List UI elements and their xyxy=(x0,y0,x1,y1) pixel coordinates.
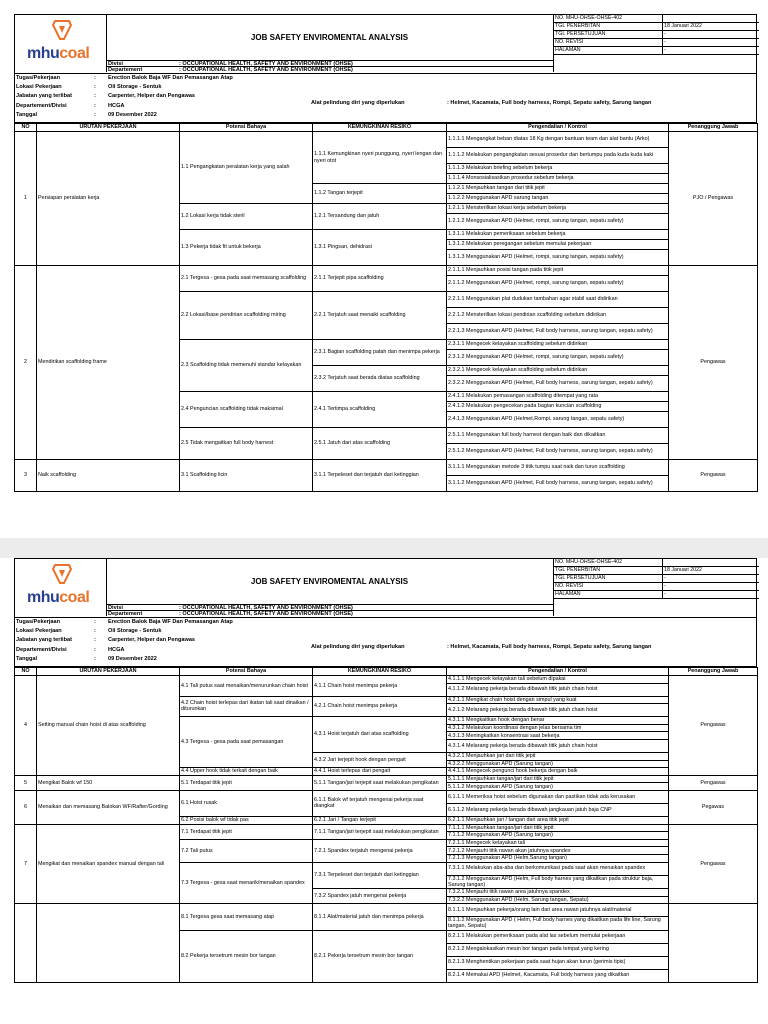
hazard-cell: 2.1 Tergesa - gesa pada saat memasang scaffolding xyxy=(180,266,313,292)
info-key: Jabatan yang terlibat xyxy=(16,93,72,100)
control-cell: 1.1.1.3 Melakukan briefing sebelum bekerja xyxy=(447,164,669,174)
hazard-cell: 4.2 Chain hoist terlepas dari ikatan tali saat dinaikan / diturunkan xyxy=(180,696,313,717)
meta-row xyxy=(554,591,759,599)
control-cell: 2.3.1.2 Menggunakan APD (Helmet, rompi, sarung tangan, sepatu safety) xyxy=(447,350,669,366)
meta-key: HALAMAN xyxy=(555,591,581,597)
risk-cell: 7.3.1 Terpeleset dan terjatuh dari ketinggian xyxy=(313,862,447,888)
table-row xyxy=(15,266,758,276)
job-info xyxy=(14,618,757,667)
column-header: KEMUNGKINAN RESIKO xyxy=(313,668,447,676)
control-cell: 2.1.1.2 Menggunakan APD (Helmet, rompi, sarung tangan, sepatu safety) xyxy=(447,276,669,292)
divisi-row: Divisi : OCCUPATIONAL HEALTH, SAFETY AND ENVIRONMENT (OHSE) xyxy=(106,604,553,612)
control-cell: 1.1.1.2 Melakukan pengangkatan sesuai prosedur dan bertumpu pada kuda kuda kaki xyxy=(447,148,669,164)
control-cell: 1.1.1.4 Monsosialisasikan prosedur sebelum bekerja xyxy=(447,174,669,184)
responsible-cell: Pengawas xyxy=(669,676,758,776)
document-header xyxy=(14,14,757,74)
control-cell: 4.1.1.2 Melarang pekerja berada dibawah titik jatuh chain hoist xyxy=(447,683,669,696)
control-cell: 7.3.1.2 Menggunakan APD (Helm, Full body harnes yang dikaitkan pada struktur baja, Sarung tangan) xyxy=(447,875,669,888)
step-number: 1 xyxy=(15,132,37,266)
divisi-row: Divisi : OCCUPATIONAL HEALTH, SAFETY AND ENVIRONMENT (OHSE) xyxy=(106,60,553,68)
table-row xyxy=(15,790,758,803)
control-cell: 4.4.1.1 Mengecek pengunci hook bekerja dengan baik xyxy=(447,768,669,776)
meta-value: - xyxy=(664,31,666,37)
info-colon: : xyxy=(94,628,96,635)
hazard-cell: 6.2 Posisi balok wf tidak pas xyxy=(180,816,313,824)
control-cell: 2.3.1.1 Mengecek kelayakan scaffolding sebelum didirikan xyxy=(447,340,669,350)
control-cell: 7.3.2.2 Menggunakan APD (Helm, Sarung tangan, Sepatu) xyxy=(447,896,669,904)
info-colon: : xyxy=(94,111,96,118)
table-row xyxy=(15,775,758,783)
step-number: 2 xyxy=(15,266,37,460)
hazard-cell: 7.3 Tergesa - gesa saat menarik/menaikan spandex xyxy=(180,862,313,904)
control-cell: 4.1.1.1 Mengecek kelayakan tali sebelum dipakai xyxy=(447,676,669,684)
table-header-row xyxy=(15,124,758,132)
meta-key: TGL PERSETUJUAN xyxy=(555,31,606,37)
control-cell: 2.2.1.1 Menggunakan plat dudukan tambahan agar stabil saat didirikan xyxy=(447,292,669,308)
info-colon: : xyxy=(94,646,96,653)
column-header: NO xyxy=(15,124,37,132)
meta-value: - xyxy=(664,591,666,597)
control-cell: 7.3.2.1 Menjauhi titik rawan area jatuhnya spandex xyxy=(447,888,669,896)
step-number: 4 xyxy=(15,676,37,776)
control-cell: 2.3.2.1 Mengecek kelayakan scaffolding sebelum didirikan xyxy=(447,366,669,376)
control-cell: 3.1.1.1 Menggunakan metode 3 titik tumpu saat naik dan turun scaffolding xyxy=(447,460,669,476)
column-header: Pengendalian / Kontrol xyxy=(447,124,669,132)
control-cell: 7.2.1.1 Mengecek kelayakan tali xyxy=(447,839,669,847)
meta-row xyxy=(554,39,759,47)
responsible-cell: Pengawas xyxy=(669,824,758,904)
risk-cell: 2.5.1 Jatuh dari atas scaffolding xyxy=(313,428,447,460)
step-number: 5 xyxy=(15,775,37,790)
control-cell: 1.3.1.1 Melakukan pemeriksaan sebelum bekerja xyxy=(447,230,669,240)
responsible-cell: PJO / Pengawas xyxy=(669,132,758,266)
step-name: Menaikan dan memasang Balokan WF/Rafter/Gording xyxy=(37,790,180,824)
risk-cell: 1.2.1 Tersandung dan jatuh xyxy=(313,204,447,230)
document-header xyxy=(14,558,757,618)
control-cell: 2.2.1.2 Mensterilkan lokasi pendirian scaffolding sebelum didirikan xyxy=(447,308,669,324)
column-header: Penanggung Jawab xyxy=(669,668,758,676)
risk-cell: 1.3.1 Pingsan, dehidrasi xyxy=(313,230,447,266)
step-name: Setting manual chain hoist di atas scaffolding xyxy=(37,676,180,776)
control-cell: 1.1.2.2 Menggunakan APD sarung tangan xyxy=(447,194,669,204)
responsible-cell xyxy=(669,904,758,982)
hazard-cell: 6.1 Hoist rusak xyxy=(180,790,313,816)
risk-cell: 5.1.1 Tangan/jari terjepit saat melakukan pengikatan xyxy=(313,775,447,790)
document-title: JOB SAFETY ENVIROMENTAL ANALYSIS xyxy=(250,577,409,586)
control-cell: 7.2.1.2 Menjauhi titik rawan akan jatuhnya spandex xyxy=(447,847,669,855)
column-header: Potensi Bahaya xyxy=(180,124,313,132)
info-value: Carpenter, Helper dan Pengawas xyxy=(108,93,196,100)
control-cell: 4.3.1.4 Melarang pekerja berada dibawah titik jatuh chain hoist xyxy=(447,739,669,752)
step-name: Persiapan peralatan kerja xyxy=(37,132,180,266)
meta-row xyxy=(554,15,759,23)
risk-cell: 6.1.1 Balok wf terjatuh mengenai pekerja saat diangkat xyxy=(313,790,447,816)
control-cell: 2.1.1.1 Menjauhkan posisi tangan pada titik jepit xyxy=(447,266,669,276)
control-cell: 4.3.1.3 Meningkatkan konsentrasi saat bekerja xyxy=(447,732,669,740)
risk-cell: 7.2.1 Spandex terjatuh mengenai pekerja xyxy=(313,839,447,862)
responsible-cell: Pengawas xyxy=(669,775,758,790)
info-value: 09 Desember 2022 xyxy=(108,111,157,118)
hazard-cell: 5.1 Terdapat titik jepit xyxy=(180,775,313,790)
column-header: Penanggung Jawab xyxy=(669,124,758,132)
apd-value: : Helmet, Kacamata, Full body harness, Rompi, Sepatu safety, Sarung tangan xyxy=(447,100,652,106)
info-key: Tanggal xyxy=(16,655,38,662)
info-value: HCGA xyxy=(108,646,125,653)
column-header: NO xyxy=(15,668,37,676)
control-cell: 5.1.1.2 Menggunakan APD (Sarung tangan) xyxy=(447,783,669,791)
info-colon: : xyxy=(94,75,96,81)
control-cell: 8.1.1.2 Menggunakan APD ( Helm, Full body harnes yang dikaitkan pada life line, Sarung tangan, Sepatu) xyxy=(447,917,669,930)
info-value: Oil Storage - Sentuk xyxy=(108,628,162,635)
meta-key: NO. MHU-OHSE-OHSE-402 xyxy=(555,559,623,565)
meta-row xyxy=(554,47,759,55)
control-cell: 2.4.1.1 Melakukan pemasangan scaffolding ditempat yang rata xyxy=(447,392,669,402)
hazard-cell: 1.1 Pengangkatan peralatan kerja yang salah xyxy=(180,132,313,204)
risk-cell: 2.2.1 Terjatuh saat menaiki scaffolding xyxy=(313,292,447,340)
meta-row xyxy=(554,575,759,583)
control-cell: 6.1.1.2 Melarang pekerja berada dibawah jangkauan jatuh baja CNP xyxy=(447,803,669,816)
control-cell: 4.3.2.2 Menggunakan APD (Sarung tangan) xyxy=(447,760,669,768)
control-cell: 8.2.1.3 Menghentikan pekerjaan pada saat hujan akan turun (gerimis tipis) xyxy=(447,956,669,969)
control-cell: 2.5.1.1 Menggunakan full body harnest dengan baik dan dikaitkan xyxy=(447,428,669,444)
meta-row xyxy=(554,567,759,575)
risk-cell: 4.1.1 Chain hoist menimpa pekerja xyxy=(313,676,447,697)
info-colon: : xyxy=(94,93,96,100)
meta-key: TGL PENERBITAN xyxy=(555,567,601,573)
step-number: 7 xyxy=(15,824,37,904)
document-meta xyxy=(553,15,759,72)
responsible-cell: Pegawas xyxy=(669,790,758,824)
hazard-cell: 8.1 Tergesa gesa saat memasang atap xyxy=(180,904,313,930)
meta-value xyxy=(662,559,664,566)
control-cell: 2.4.1.3 Menggunakan APD (Helmet,Rompi, sarung tangan, sepatu safety) xyxy=(447,412,669,428)
control-cell: 8.1.1.1 Menjauhkan pekerja/orang lain dari area rawan jatuhnya alat/material xyxy=(447,904,669,917)
meta-value: - xyxy=(664,575,666,581)
hazard-cell: 7.2 Tali putus xyxy=(180,839,313,862)
control-cell: 7.1.1.1 Menjauhkan tangan/jari dari titik jepit xyxy=(447,824,669,832)
hazard-cell: 8.2 Pekerja tersetrum mesin bor tangan xyxy=(180,930,313,982)
hazard-cell: 2.5 Tidak mengaitkan full body harnest xyxy=(180,428,313,460)
step-name xyxy=(37,904,180,982)
meta-key: HALAMAN xyxy=(555,47,581,53)
control-cell: 2.2.1.3 Menggunakan APD (Helmet, Full body harness, sarung tangan, sepatu safety) xyxy=(447,324,669,340)
meta-key: TGL PERSETUJUAN xyxy=(555,575,606,581)
control-cell: 1.3.1.2 Melakukan peregangan sebelum memulai pekerjaan xyxy=(447,240,669,250)
risk-cell: 2.3.2 Terjatuh saat berada diatas scaffolding xyxy=(313,366,447,392)
step-number xyxy=(15,904,37,982)
info-key: Tugas/Pekerjaan xyxy=(16,75,61,81)
info-colon: : xyxy=(94,619,96,625)
control-cell: 5.1.1.1 Menjauhkan tangan/jari dari titik jepit xyxy=(447,775,669,783)
table-row xyxy=(15,460,758,476)
hazard-cell: 1.3 Pekerja tidak fit untuk bekerja xyxy=(180,230,313,266)
hazard-cell: 4.4 Upper hook tidak terkait dengan baik xyxy=(180,768,313,776)
risk-cell: 1.1.1 Kemungkinan nyeri punggung, nyeri lengan dan nyeri otot xyxy=(313,132,447,184)
responsible-cell: Pengawas xyxy=(669,266,758,460)
meta-row xyxy=(554,583,759,591)
meta-row xyxy=(554,31,759,39)
hazard-cell: 2.2 Lokasi/base pendirian scaffolding miring xyxy=(180,292,313,340)
company-logo xyxy=(15,15,107,72)
info-colon: : xyxy=(94,102,96,109)
meta-key: TGL PENERBITAN xyxy=(555,23,601,29)
meta-key: NO. REVISI xyxy=(555,39,584,45)
info-key: Jabatan yang terlibat xyxy=(16,637,72,644)
risk-cell: 4.3.1 Hoist terjatuh dari atas scaffolding xyxy=(313,717,447,753)
info-key: Departement/Divisi xyxy=(16,646,67,653)
step-name: Mengikat Balok wf 150 xyxy=(37,775,180,790)
meta-key: NO. MHU-OHSE-OHSE-402 xyxy=(555,15,623,21)
risk-cell: 4.2.1 Chain hoist menimpa pekerja xyxy=(313,696,447,717)
control-cell: 8.2.1.2 Mengalokasikan mesin bor tangan pada tempat yang kering xyxy=(447,943,669,956)
info-key: Tanggal xyxy=(16,111,38,118)
control-cell: 2.3.2.2 Menggunakan APD (Helmet, Full body harness, sarung tangan, sepatu safety) xyxy=(447,376,669,392)
risk-cell: 2.4.1 Tertimpa scaffolding xyxy=(313,392,447,428)
hazard-cell: 2.3 Scaffolding tidak memenuhi standar kelayakan xyxy=(180,340,313,392)
responsible-cell: Pengawas xyxy=(669,460,758,492)
departement-row: Departement : OCCUPATIONAL HEALTH, SAFETY AND ENVIRONMENT (OHSE) xyxy=(106,610,553,618)
column-header: Potensi Bahaya xyxy=(180,668,313,676)
control-cell: 1.2.1.2 Menggunakan APD (Helmet, rompi, sarung tangan, sepatu safety) xyxy=(447,214,669,230)
jsea-table xyxy=(14,667,758,983)
control-cell: 1.1.1.1 Mengangkat beban diatas 18 Kg dengan bantuan team dan alat bantu (Arko) xyxy=(447,132,669,148)
column-header: URUTAN PEKERJAAN xyxy=(37,124,180,132)
risk-cell: 8.1.1 Alat/material jatuh dan menimpa pekerja xyxy=(313,904,447,930)
control-cell: 2.5.1.2 Menggunakan APD (Helmet, Full body harness, sarung tangan, sepatu safety) xyxy=(447,444,669,460)
hazard-cell: 7.1 Terdapat titik jepit xyxy=(180,824,313,839)
step-name: Naik scaffolding xyxy=(37,460,180,492)
info-colon: : xyxy=(94,84,96,91)
risk-cell: 8.2.1 Pekerja tersetrum mesin bor tangan xyxy=(313,930,447,982)
risk-cell: 1.1.2 Tangan terjepit xyxy=(313,184,447,204)
column-header: KEMUNGKINAN RESIKO xyxy=(313,124,447,132)
step-name: Mengikat dan menaikan spandex manual dengan tali xyxy=(37,824,180,904)
control-cell: 6.2.1.1 Menjauhkan jari / tangan dari area titik jepit xyxy=(447,816,669,824)
risk-cell: 4.3.2 Jari terjepit hook dengan pengait xyxy=(313,752,447,767)
info-colon: : xyxy=(94,637,96,644)
control-cell: 4.3.2.1 Menjauhkan jari dari titik jepit xyxy=(447,752,669,760)
control-cell: 4.3.1.1 Mengkaitkan hook dengan benar xyxy=(447,717,669,725)
meta-key: NO. REVISI xyxy=(555,583,584,589)
control-cell: 1.3.1.3 Menggunakan APD (Helmet, rompi, sarung tangan, sepatu safety) xyxy=(447,250,669,266)
control-cell: 7.3.1.1 Melakukan aba-aba dan berkomunikasi pada saat akan menaikan spandex xyxy=(447,862,669,875)
meta-row xyxy=(554,559,759,567)
info-value: Oil Storage - Sentuk xyxy=(108,84,162,91)
hazard-cell: 3.1 Scaffolding licin xyxy=(180,460,313,492)
control-cell: 7.2.1.3 Menggunakan APD (Helm,Sarung tangan) xyxy=(447,854,669,862)
hazard-cell: 4.1 Tali putus saat menaikan/menurunkan chain hoist xyxy=(180,676,313,697)
risk-cell: 7.1.1 Tangan/jari terjepit saat melakukan pengikatan xyxy=(313,824,447,839)
jsea-page-1 xyxy=(14,14,757,492)
info-key: Tugas/Pekerjaan xyxy=(16,619,61,625)
meta-value: 18 Januari 2022 xyxy=(664,567,702,573)
company-logo xyxy=(15,559,107,616)
info-value: HCGA xyxy=(108,102,125,109)
hazard-cell: 2.4 Penguncian scaffolding tidak maksimal xyxy=(180,392,313,428)
control-cell: 3.1.1.2 Menggunakan APD (Helmet, Full body harness, sarung tangan, sepatu safety) xyxy=(447,476,669,492)
logo-text: mhucoal xyxy=(27,589,90,606)
control-cell: 4.2.1.2 Melarang pekerja berada dibawah titik jatuh chain hoist xyxy=(447,704,669,717)
logo-text: mhucoal xyxy=(27,45,90,62)
column-header: Pengendalian / Kontrol xyxy=(447,668,669,676)
departement-row: Departement : OCCUPATIONAL HEALTH, SAFETY AND ENVIRONMENT (OHSE) xyxy=(106,66,553,74)
step-number: 3 xyxy=(15,460,37,492)
control-cell: 7.1.1.2 Menggunakan APD (Sarung tangan) xyxy=(447,832,669,840)
meta-row xyxy=(554,23,759,31)
apd-label: Alat pelindung diri yang diperlukan xyxy=(311,644,405,650)
document-meta xyxy=(553,559,759,616)
risk-cell: 6.2.1 Jari / Tangan terjepit xyxy=(313,816,447,824)
control-cell: 4.3.1.2 Melakukan koordinasi dengan jelas bersama tim xyxy=(447,724,669,732)
jsea-page-2 xyxy=(14,558,757,983)
info-value: Carpenter, Helper dan Pengawas xyxy=(108,637,196,644)
hazard-cell: 4.3 Tergesa - gesa pada saat pemasangan xyxy=(180,717,313,768)
control-cell: 8.2.1.4 Memakai APD (Helmet, Kacamata, Full body harness yang dikaitkan xyxy=(447,969,669,982)
info-colon: : xyxy=(94,655,96,662)
apd-value: : Helmet, Kacamata, Full body harness, Rompi, Sepatu safety, Sarung tangan xyxy=(447,644,652,650)
risk-cell: 3.1.1 Terpeleset dan terjatuh dari ketinggian xyxy=(313,460,447,492)
info-value: Erection Balok Baja WF Dan Pemasangan Atap xyxy=(108,75,233,81)
hazard-cell: 1.2 Lokasi kerja tidak steril xyxy=(180,204,313,230)
risk-cell: 7.3.2 Spandex jatuh mengenai pekerja xyxy=(313,888,447,903)
info-key: Lokasi Pekerjaan xyxy=(16,628,62,635)
meta-value: - xyxy=(664,47,666,53)
meta-value: - xyxy=(664,39,666,45)
page-gap xyxy=(0,538,768,558)
table-row xyxy=(15,676,758,684)
control-cell: 6.1.1.1 Memeriksa hoist sebelum digunakan dan pastikan tidak ada kerusakan xyxy=(447,790,669,803)
info-value: 09 Desember 2022 xyxy=(108,655,157,662)
table-row xyxy=(15,824,758,832)
logo-mark-icon xyxy=(52,563,72,585)
meta-value: - xyxy=(664,583,666,589)
table-row xyxy=(15,904,758,917)
step-number: 6 xyxy=(15,790,37,824)
info-value: Erection Balok Baja WF Dan Pemasangan Atap xyxy=(108,619,233,625)
table-row xyxy=(15,132,758,148)
control-cell: 2.4.1.2 Melakukan pengecekan pada bagian kuncian scaffolding xyxy=(447,402,669,412)
table-header-row xyxy=(15,668,758,676)
control-cell: 4.2.1.1 Mengikat chain hoist dengan simpul yang kuat xyxy=(447,696,669,704)
control-cell: 8.2.1.1 Melakukan pemeriksaan pada alat las sebelum memulai pekerjaan xyxy=(447,930,669,943)
step-name: Mendirikan scaffolding frame xyxy=(37,266,180,460)
meta-value: 18 Januari 2022 xyxy=(664,23,702,29)
meta-value xyxy=(662,15,664,22)
control-cell: 1.1.2.1 Menjauhkan tangan dari titik jepit xyxy=(447,184,669,194)
risk-cell: 2.3.1 Bagian scaffolding patah dan menimpa pekerja xyxy=(313,340,447,366)
apd-label: Alat pelindung diri yang diperlukan xyxy=(311,100,405,106)
job-info xyxy=(14,74,757,123)
logo-mark-icon xyxy=(52,19,72,41)
jsea-table xyxy=(14,123,758,492)
info-key: Lokasi Pekerjaan xyxy=(16,84,62,91)
document-title: JOB SAFETY ENVIROMENTAL ANALYSIS xyxy=(250,33,409,42)
info-key: Departement/Divisi xyxy=(16,102,67,109)
risk-cell: 4.4.1 Hoist terlepas dari pengait xyxy=(313,768,447,776)
column-header: URUTAN PEKERJAAN xyxy=(37,668,180,676)
control-cell: 1.2.1.1 Mensterilkan lokasi kerja sebelum bekerja xyxy=(447,204,669,214)
risk-cell: 2.1.1 Terjepit pipa scaffolding xyxy=(313,266,447,292)
